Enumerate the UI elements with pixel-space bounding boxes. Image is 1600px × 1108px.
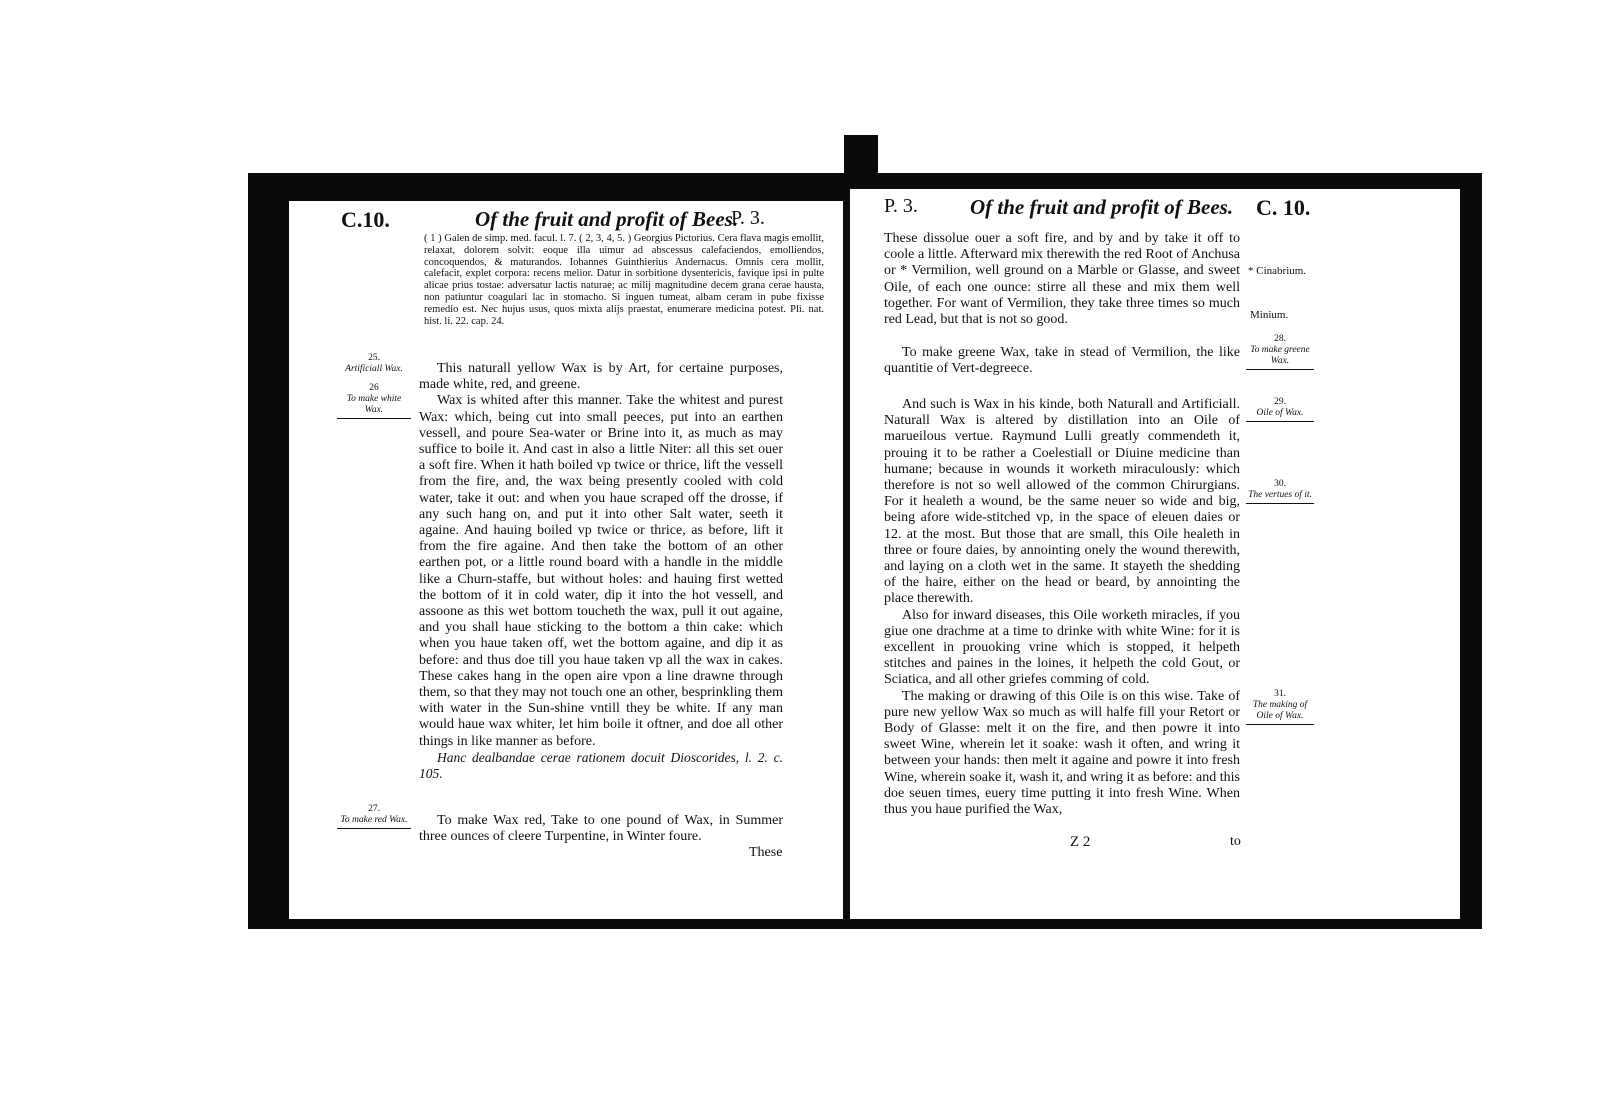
margin-note-26 — [337, 383, 411, 419]
left-column-label: C.10. — [341, 207, 390, 232]
paragraph: Wax is whited after this manner. Take the whitest and purest Wax: which, being cut into small peeces, put into an earthen vessell, and poure Sea-water or Brine into it, as much as may suffice to boile it. And cast in also a little Niter: all this set ouer a soft fire. When it hath boiled vp twice or thrice, lift the vessell from the fire, and, the wax being presently cooled with cold water, take it out: and when you haue scraped off the drosse, if any such hang on, and put it into other Salt water, seeth it againe. And hauing boiled vp twice or thrice, as before, lift it from the fire againe. And then take the bottom of an other earthen pot, or a little round board with a handle in the middle like a Churn-staffe, but without holes: and hauing first wetted the bottom of it in cold water, dip it into the hot vessell, and assoone as this wet bottom toucheth the wax, pull it out againe, and you shall haue sticking to the bottom a thin cake: which when you haue taken off, wet the bottom againe, and dip it as before: and thus doe till you haue taken vp all the wax in cakes. These cakes hang in the open aire vpon a line drawne through them, so that they may not touch one an other, besprinkling them with water in the Sun-shine vntill they be white. If any man would haue wax whiter, let him boile it oftner, and doe all other things in like manner as before. — [419, 393, 783, 749]
margin-note-number: 31. — [1274, 689, 1286, 699]
margin-note-number: 25. — [368, 353, 380, 363]
left-body-text — [419, 361, 783, 782]
side-note-minium: Minium. — [1250, 309, 1289, 321]
right-page — [850, 189, 1460, 919]
margin-note-31 — [1246, 689, 1314, 725]
margin-note-number: 26 — [369, 383, 379, 393]
margin-note-number: 27. — [368, 804, 380, 814]
left-page — [289, 201, 843, 919]
margin-note-28 — [1246, 334, 1314, 370]
paragraph: These dissolue ouer a soft fire, and by and by take it off to coole a little. Afterward mix therewith the red Root of Anchusa or * Vermilion, well ground on a Marble or Glasse, and sweet Oile, of each one ounce: stirre all these and mix them well together. For want of Vermilion, they take three times so much red Lead, but that is not so good. — [884, 231, 1240, 328]
right-page-header — [850, 189, 1460, 225]
dioscorides-quote: Hanc dealbandae cerae rationem docuit Dioscorides, l. 2. c. 105. — [419, 749, 783, 782]
margin-note-label: Oile of Wax. — [1256, 408, 1304, 418]
margin-note-number: 30. — [1274, 479, 1286, 489]
margin-note-number: 29. — [1274, 397, 1286, 407]
paragraph: To make Wax red, Take to one pound of Wax, in Summer three ounces of cleere Turpentine, in Winter foure. — [419, 813, 783, 845]
margin-note-label: To make red Wax. — [340, 815, 408, 825]
margin-note-label: The making of Oile of Wax. — [1252, 700, 1308, 721]
margin-rule — [337, 418, 411, 419]
right-body-text-oile — [884, 397, 1240, 818]
margin-note-label: Artificiall Wax. — [345, 364, 403, 374]
binding-tab — [844, 135, 878, 183]
left-catchword: These — [749, 845, 783, 860]
right-body-text — [884, 231, 1240, 328]
margin-note-label: The vertues of it. — [1248, 490, 1312, 500]
signature-mark: Z 2 — [1070, 834, 1091, 850]
margin-rule — [1246, 421, 1314, 422]
paragraph: And such is Wax in his kinde, both Naturall and Artificiall. Naturall Wax is altered by distillation into an Oile of marueilous vertue. Raymund Lulli greatly commendeth it, prouing it to be rather a Coelestiall or Diuine medicine than humane; because in wounds it worketh miraculously: which therefore is not so well allowed of the common Chirurgians. For it healeth a wound, be the same neuer so wide and big, being afore wide-stitched vp, in the space of eleuen daies or 12. at the most. But those that are small, this Oile healeth in three or foure daies, by annointing onely the wound therewith, and laying on a cloth wet in the same. It stayeth the shedding of the haire, either on the head or beard, by annointing the place therewith. — [884, 397, 1240, 607]
margin-note-27 — [337, 804, 411, 829]
left-body-text-bottom — [419, 813, 783, 845]
left-running-title: Of the fruit and profit of Bees. — [475, 207, 739, 231]
paragraph: Also for inward diseases, this Oile worketh miracles, if you giue one drachme at a time to drinke with white Wine: for it is excellent in prouoking vrine which is stopped, it helpeth stitches and paines in the loines, it helpeth the cold Gout, or Sciatica, and all other griefes comming of cold. — [884, 607, 1240, 688]
side-note-cinabrium: * Cinabrium. — [1248, 265, 1307, 277]
right-body-text-green — [884, 345, 1240, 377]
paragraph: The making or drawing of this Oile is on this wise. Take of pure new yellow Wax so much as will halfe fill your Retort or Body of Glasse: melt it on the fire, and then powre it into sweet Wine, wherein let it soake: wash it often, and wring it between your hands: then melt it againe and powre it into fresh Wine, wherein soake it, wash it, and wring it as before: and this doe seuen times, euery time putting it into fresh Wine. When thus you haue purified the Wax, — [884, 688, 1240, 818]
margin-note-30 — [1246, 479, 1314, 504]
right-column-label: C. 10. — [1256, 195, 1311, 220]
margin-note-label: To make greene Wax. — [1250, 345, 1310, 366]
left-footnote: ( 1 ) Galen de simp. med. facul. l. 7. ( 2, 3, 4, 5. ) Georgius Pictorius. Cera flava magis emollit, relaxat, dolorem solvit: eoque illa uimur ad abscessus calefaciendos, emolliendos, concoquendos, & maturandos. Iohannes Guinthierius Andernacus. Omnis cera mollit, calefacit, explet corpora: recens melior. Datur in sorbitione dysentericis, favique ipsi in pulte alicae prius tostae: adversatur lactis naturae; ac milij magnitudine decem grana cerae hausta, non patiuntur coagulari lac in stomacho. Si inguen tumeat, albam ceram in pube fixisse remedio est. Nec hujus usus, quos mixta alijs praestat, enumerare medicina potest. Pli. nat. hist. li. 22. cap. 24. — [424, 233, 824, 327]
margin-note-25 — [337, 353, 411, 375]
right-running-title: Of the fruit and profit of Bees. — [970, 195, 1234, 219]
margin-note-number: 28. — [1274, 334, 1286, 344]
margin-rule — [1246, 369, 1314, 370]
left-page-label: P. 3. — [731, 207, 765, 229]
left-page-header — [289, 201, 843, 237]
margin-rule — [1246, 503, 1314, 504]
paragraph: This naturall yellow Wax is by Art, for certaine purposes, made white, red, and greene. — [419, 361, 783, 393]
paragraph: To make greene Wax, take in stead of Vermilion, the like quantitie of Vert-degreece. — [884, 345, 1240, 377]
margin-note-label: To make white Wax. — [346, 394, 402, 415]
margin-note-29 — [1246, 397, 1314, 422]
right-page-label: P. 3. — [884, 195, 918, 217]
right-catchword: to — [1230, 834, 1241, 849]
margin-rule — [337, 828, 411, 829]
margin-rule — [1246, 724, 1314, 725]
